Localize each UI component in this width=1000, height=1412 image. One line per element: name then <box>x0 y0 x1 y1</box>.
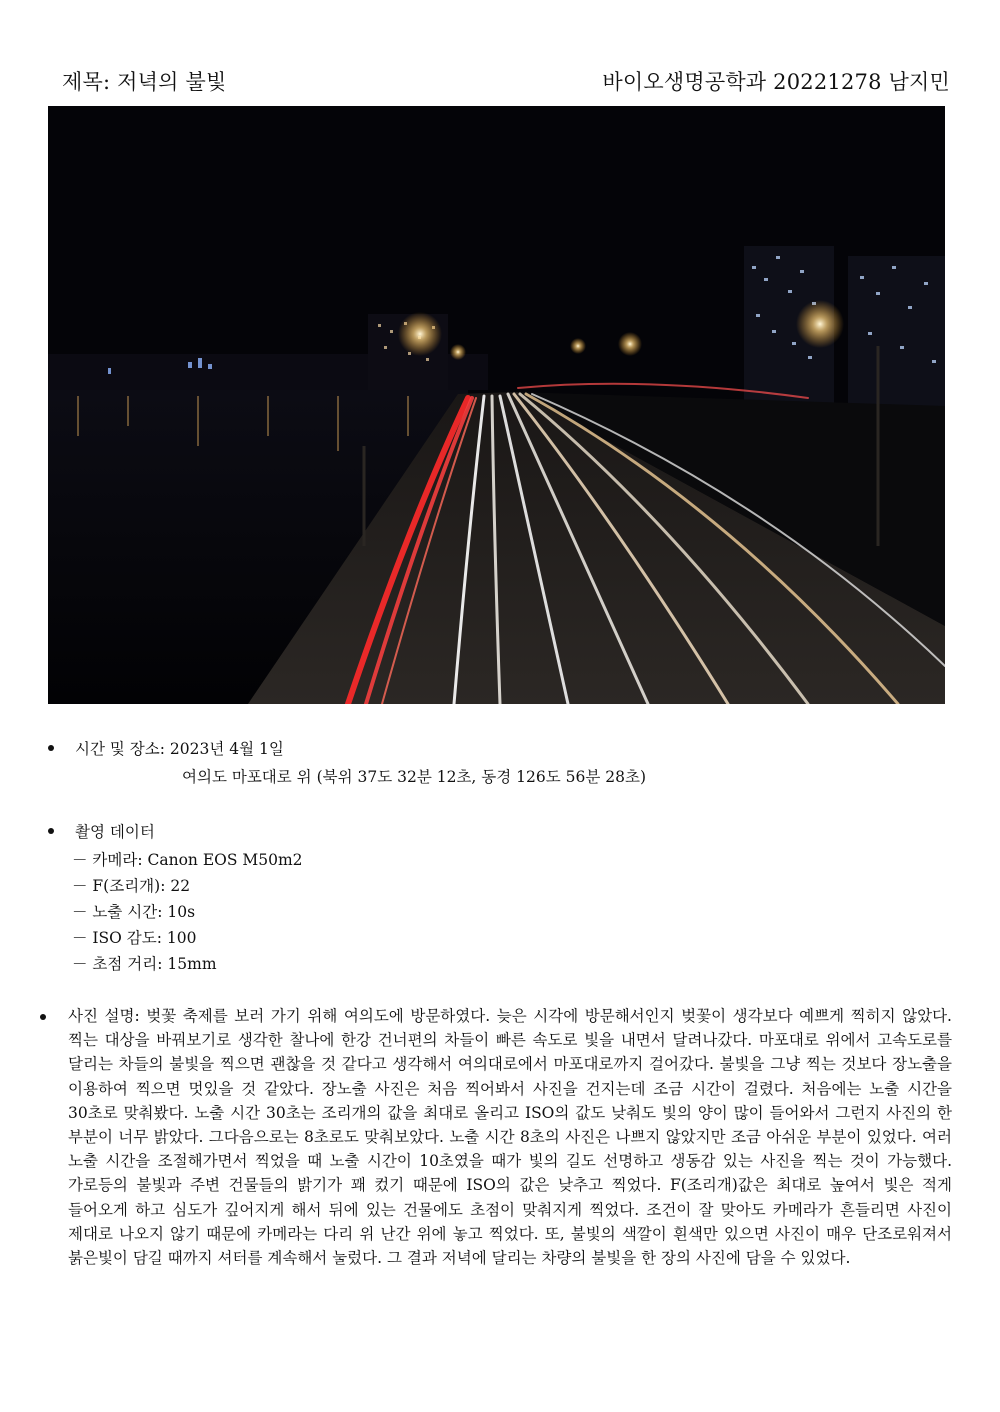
page-header <box>62 66 950 96</box>
time-place-label: 시간 및 장소: 2023년 4월 1일 <box>75 740 284 758</box>
aperture-item: － F(조리개): 22 <box>72 877 191 895</box>
camera-item: － 카메라: Canon EOS M50m2 <box>72 851 303 869</box>
location-text: 여의도 마포대로 위 (북위 37도 32분 12초, 동경 126도 56분 28초) <box>182 768 647 786</box>
photo-description: 사진 설명: 벚꽃 축제를 보러 가기 위해 여의도에 방문하였다. 늦은 시각에 방문해서인지 벚꽃이 생각보다 예쁘게 찍히지 않았다. 찍는 대상을 바꿔보기로 생각한 찰나에 한강 건너편의 차들이 빠른 속도로 빛을 내면서 달려나갔다. 마포대로 위에서 고속도로를 달리는 차들의 불빛을 찍으면 괜찮을 것 같다고 생각해서 여의대로에서 마포대로까지 걸어갔다. 불빛을 그냥 찍는 것보다 장노출을 이용하여 찍으면 멋있을 것 같았다. 장노출 사진은 처음 찍어봐서 사진을 건지는데 조금 시간이 걸렸다. 처음에는 노출 시간을 30초로 맞춰봤다. 노출 시간 30초는 조리개의 값을 최대로 올리고 ISO의 값도 낮춰도 빛의 양이 많이 들어와서 그런지 사진의 한 부분이 너무 밝았다. 그다음으로는 8초로도 맞춰보았다. 노출 시간 8초의 사진은 나쁘지 않았지만 조금 아쉬운 부분이 있었다. 여러 노출 시간을 조절해가면서 찍었을 때 노출 시간이 10초였을 때가 빛의 길도 선명하고 생동감 있는 사진을 찍는 것이 가능했다. 가로등의 불빛과 주변 건물들의 밝기가 꽤 컸기 때문에 ISO의 값은 낮추고 찍었다. F(조리개)값은 최대로 높여서 빛은 적게 들어오게 하고 심도가 깊어지게 해서 뒤에 있는 건물에도 초점이 맞춰지게 찍었다. 조건이 잘 맞아도 카메라가 흔들리면 사진이 제대로 나오지 않기 때문에 카메라는 다리 위 난간 위에 놓고 찍었다. 또, 불빛의 색깔이 흰색만 있으면 사진이 매우 단조로워져서 붉은빛이 담길 때까지 셔터를 계속해서 눌렀다. 그 결과 저녁에 달리는 차량의 불빛을 한 장의 사진에 담을 수 있었다. <box>68 1007 952 1268</box>
iso-item: － ISO 감도: 100 <box>72 929 197 947</box>
night-highway-light-trails-photo <box>48 106 945 704</box>
exposure-item: － 노출 시간: 10s <box>72 903 196 921</box>
bullet-dot <box>48 745 54 751</box>
page-title: 제목: 저녁의 불빛 <box>62 70 227 94</box>
photo-illustration <box>48 106 945 704</box>
focal-length-item: － 초점 거리: 15mm <box>72 955 217 973</box>
author-info: 바이오생명공학과 20221278 남지민 <box>602 70 950 94</box>
bullet-dot <box>48 828 54 834</box>
shooting-data-label: 촬영 데이터 <box>75 823 155 841</box>
bullet-dot <box>40 1014 46 1020</box>
